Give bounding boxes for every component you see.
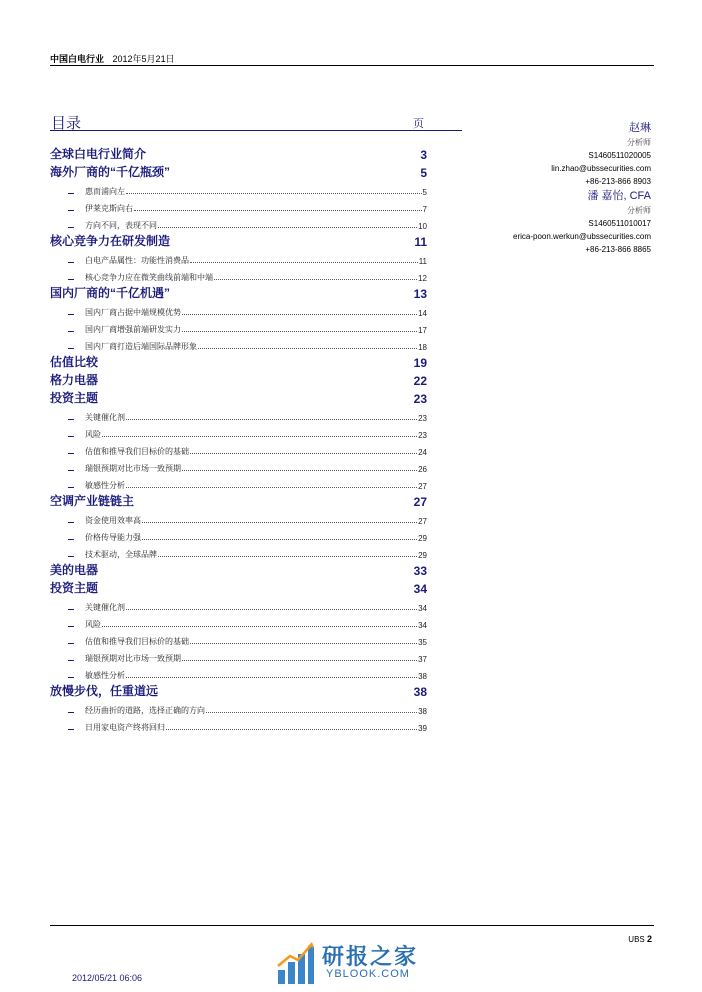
toc-dot-leader — [126, 418, 417, 420]
toc-section-entry[interactable] — [50, 353, 427, 371]
toc-entry-page: 22 — [413, 374, 427, 388]
toc-entry-page: 29 — [418, 551, 427, 560]
toc-entry-page: 34 — [418, 621, 427, 630]
toc-entry-page: 27 — [413, 495, 427, 509]
toc-dot-leader — [126, 192, 422, 194]
toc-page-label: 页 — [413, 118, 424, 130]
toc-entry-page: 17 — [418, 326, 427, 335]
toc-entry-label: 国内厂商打造后端国际品牌形象 — [85, 342, 197, 351]
watermark — [276, 940, 436, 986]
watermark-text-cn: 研报之家 — [322, 945, 419, 970]
toc-entry-page: 5 — [422, 188, 427, 197]
table-of-contents — [50, 145, 427, 734]
toc-entry-label: 全球白电行业简介 — [50, 147, 147, 161]
toc-entry-page: 38 — [413, 685, 427, 699]
toc-bullet-dash — [68, 193, 74, 194]
toc-dot-leader — [126, 676, 417, 678]
toc-entry-page: 23 — [418, 414, 427, 423]
toc-entry-page: 35 — [418, 638, 427, 647]
toc-entry-page: 27 — [418, 482, 427, 491]
toc-bullet-dash — [68, 470, 74, 471]
toc-entry-page: 33 — [413, 564, 427, 578]
toc-bullet-dash — [68, 643, 74, 644]
toc-entry-label: 经历曲折的道路，选择正确的方向 — [85, 706, 205, 715]
toc-entry-page: 39 — [418, 724, 427, 733]
toc-dot-leader — [158, 555, 417, 557]
toc-entry-label: 国内厂商占据中端规模优势 — [85, 308, 181, 317]
page-number: 2 — [646, 934, 652, 944]
toc-section-entry[interactable] — [50, 145, 427, 163]
toc-dot-leader — [142, 538, 417, 540]
toc-subsection-entry[interactable] — [50, 441, 427, 458]
toc-entry-label: 格力电器 — [50, 373, 99, 387]
toc-entry-label: 估值比较 — [50, 355, 99, 369]
toc-subsection-entry[interactable] — [50, 510, 427, 527]
toc-subsection-entry[interactable] — [50, 424, 427, 441]
toc-dot-leader — [158, 226, 417, 228]
analyst-phone: +86-213-866 8903 — [585, 177, 651, 186]
toc-bullet-dash — [68, 609, 74, 610]
toc-subsection-entry[interactable] — [50, 407, 427, 424]
toc-subsection-entry[interactable] — [50, 336, 427, 353]
toc-entry-page: 14 — [418, 309, 427, 318]
analyst-email[interactable]: lin.zhao@ubssecurities.com — [551, 164, 651, 173]
toc-subsection-entry[interactable] — [50, 597, 427, 614]
toc-entry-page: 11 — [418, 257, 427, 266]
toc-entry-label: 瑞银预期对比市场一致预期 — [85, 654, 181, 663]
toc-subsection-entry[interactable] — [50, 319, 427, 336]
toc-bullet-dash — [68, 348, 74, 349]
toc-dot-leader — [206, 711, 417, 713]
toc-subsection-entry[interactable] — [50, 198, 427, 215]
toc-entry-page: 10 — [418, 222, 427, 231]
toc-entry-page: 19 — [413, 356, 427, 370]
toc-subsection-entry[interactable] — [50, 631, 427, 648]
toc-dot-leader — [126, 486, 417, 488]
toc-bullet-dash — [68, 210, 74, 211]
analyst-id: S1460511010017 — [588, 219, 651, 228]
toc-section-entry[interactable] — [50, 163, 427, 181]
analyst-name: 潘 嘉怡, CFA — [587, 190, 651, 202]
toc-bullet-dash — [68, 227, 74, 228]
toc-dot-leader — [182, 330, 417, 332]
toc-dot-leader — [142, 521, 417, 523]
header-divider — [50, 65, 654, 66]
toc-entry-label: 国内厂商增强前端研发实力 — [85, 325, 181, 334]
toc-entry-label: 国内厂商的“千亿机遇” — [50, 286, 171, 300]
toc-entry-page: 13 — [413, 287, 427, 301]
toc-dot-leader — [182, 313, 417, 315]
toc-bullet-dash — [68, 419, 74, 420]
toc-bullet-dash — [68, 279, 74, 280]
analyst-name: 赵琳 — [629, 122, 651, 134]
toc-heading-bar — [50, 112, 462, 131]
toc-subsection-entry[interactable] — [50, 717, 427, 734]
toc-entry-label: 核心竞争力在研发制造 — [50, 234, 171, 248]
toc-subsection-entry[interactable] — [50, 458, 427, 475]
page-header — [50, 52, 175, 65]
toc-bullet-dash — [68, 331, 74, 332]
analyst-block — [513, 188, 651, 256]
toc-section-entry[interactable] — [50, 232, 427, 250]
toc-subsection-entry[interactable] — [50, 302, 427, 319]
toc-entry-label: 投资主题 — [50, 391, 99, 405]
toc-dot-leader — [214, 278, 417, 280]
analyst-panel — [513, 120, 651, 256]
toc-bullet-dash — [68, 262, 74, 263]
toc-bullet-dash — [68, 436, 74, 437]
toc-entry-page: 27 — [418, 517, 427, 526]
watermark-text-en: YBLOOK.COM — [326, 968, 410, 980]
toc-section-entry[interactable] — [50, 579, 427, 597]
toc-dot-leader — [166, 728, 417, 730]
toc-subsection-entry[interactable] — [50, 614, 427, 631]
toc-entry-label: 资金使用效率高 — [85, 516, 141, 525]
toc-entry-page: 38 — [418, 672, 427, 681]
toc-entry-label: 估值和推导我们目标价的基础 — [85, 447, 189, 456]
toc-dot-leader — [198, 347, 417, 349]
toc-entry-label: 方向不同，表现不同 — [85, 221, 157, 230]
toc-entry-label: 核心竞争力应在微笑曲线前端和中端 — [85, 273, 213, 282]
toc-entry-label: 关键催化剂 — [85, 603, 125, 612]
toc-entry-page: 37 — [418, 655, 427, 664]
toc-subsection-entry[interactable] — [50, 544, 427, 561]
toc-dot-leader — [182, 469, 417, 471]
toc-bullet-dash — [68, 487, 74, 488]
toc-section-entry[interactable] — [50, 682, 427, 700]
toc-entry-label: 价格传导能力强 — [85, 533, 141, 542]
toc-dot-leader — [134, 209, 422, 211]
toc-entry-label: 风险 — [85, 620, 101, 629]
toc-bullet-dash — [68, 453, 74, 454]
toc-bullet-dash — [68, 314, 74, 315]
toc-entry-label: 瑞银预期对比市场一致预期 — [85, 464, 181, 473]
toc-bullet-dash — [68, 556, 74, 557]
report-date: 2012年5月21日 — [112, 54, 175, 64]
watermark-logo-icon — [276, 940, 316, 986]
toc-entry-page: 5 — [420, 166, 427, 180]
toc-section-entry[interactable] — [50, 389, 427, 407]
toc-subsection-entry[interactable] — [50, 181, 427, 198]
toc-section-entry[interactable] — [50, 371, 427, 389]
toc-subsection-entry[interactable] — [50, 700, 427, 717]
toc-dot-leader — [190, 642, 417, 644]
toc-dot-leader — [190, 261, 418, 263]
toc-bullet-dash — [68, 677, 74, 678]
analyst-block — [513, 120, 651, 188]
toc-entry-label: 日用家电资产终将回归 — [85, 723, 165, 732]
toc-entry-page: 34 — [413, 582, 427, 596]
toc-entry-page: 3 — [420, 148, 427, 162]
analyst-role: 分析师 — [627, 138, 651, 147]
report-title: 中国白电行业 — [50, 54, 105, 64]
toc-entry-page: 11 — [414, 235, 427, 249]
toc-entry-label: 空调产业链链主 — [50, 494, 135, 508]
toc-dot-leader — [190, 452, 417, 454]
toc-entry-page: 23 — [418, 431, 427, 440]
toc-subsection-entry[interactable] — [50, 665, 427, 682]
toc-subsection-entry[interactable] — [50, 648, 427, 665]
toc-bullet-dash — [68, 539, 74, 540]
toc-section-entry[interactable] — [50, 561, 427, 579]
toc-entry-page: 38 — [418, 707, 427, 716]
toc-entry-label: 海外厂商的“千亿瓶颈” — [50, 165, 171, 179]
toc-section-entry[interactable] — [50, 492, 427, 510]
toc-bullet-dash — [68, 712, 74, 713]
toc-subsection-entry[interactable] — [50, 267, 427, 284]
toc-bullet-dash — [68, 660, 74, 661]
toc-entry-label: 投资主题 — [50, 581, 99, 595]
footer-page — [628, 934, 652, 944]
toc-subsection-entry[interactable] — [50, 527, 427, 544]
toc-entry-label: 放慢步伐，任重道远 — [50, 684, 159, 698]
toc-entry-label: 敏感性分析 — [85, 481, 125, 490]
toc-entry-label: 惠而浦向左 — [85, 187, 125, 196]
toc-entry-label: 技术驱动，全球品牌 — [85, 550, 157, 559]
toc-entry-label: 敏感性分析 — [85, 671, 125, 680]
toc-dot-leader — [102, 435, 417, 437]
toc-bullet-dash — [68, 626, 74, 627]
toc-dot-leader — [182, 659, 417, 661]
toc-entry-label: 伊莱克斯向右 — [85, 204, 133, 213]
toc-entry-page: 26 — [418, 465, 427, 474]
footer-divider — [50, 925, 654, 926]
footer-brand: UBS — [628, 935, 645, 944]
toc-subsection-entry[interactable] — [50, 250, 427, 267]
toc-bullet-dash — [68, 729, 74, 730]
toc-entry-page: 29 — [418, 534, 427, 543]
toc-entry-page: 12 — [418, 274, 427, 283]
toc-subsection-entry[interactable] — [50, 475, 427, 492]
toc-subsection-entry[interactable] — [50, 215, 427, 232]
toc-dot-leader — [126, 608, 417, 610]
toc-entry-page: 24 — [418, 448, 427, 457]
toc-dot-leader — [102, 625, 417, 627]
print-timestamp: 2012/05/21 06:06 — [72, 973, 143, 983]
toc-entry-label: 估值和推导我们目标价的基础 — [85, 637, 189, 646]
analyst-phone: +86-213-866 8865 — [585, 245, 651, 254]
toc-section-entry[interactable] — [50, 284, 427, 302]
toc-entry-label: 美的电器 — [50, 563, 99, 577]
toc-heading: 目录 — [51, 115, 82, 132]
toc-bullet-dash — [68, 522, 74, 523]
toc-entry-page: 23 — [413, 392, 427, 406]
toc-entry-label: 风险 — [85, 430, 101, 439]
toc-entry-page: 34 — [418, 604, 427, 613]
analyst-email[interactable]: erica-poon.werkun@ubssecurities.com — [513, 232, 651, 241]
analyst-id: S1460511020005 — [588, 151, 651, 160]
analyst-role: 分析师 — [627, 206, 651, 215]
toc-entry-label: 关键催化剂 — [85, 413, 125, 422]
toc-entry-page: 7 — [422, 205, 427, 214]
toc-entry-label: 白电产品属性：功能性消费品 — [85, 256, 189, 265]
toc-entry-page: 18 — [418, 343, 427, 352]
